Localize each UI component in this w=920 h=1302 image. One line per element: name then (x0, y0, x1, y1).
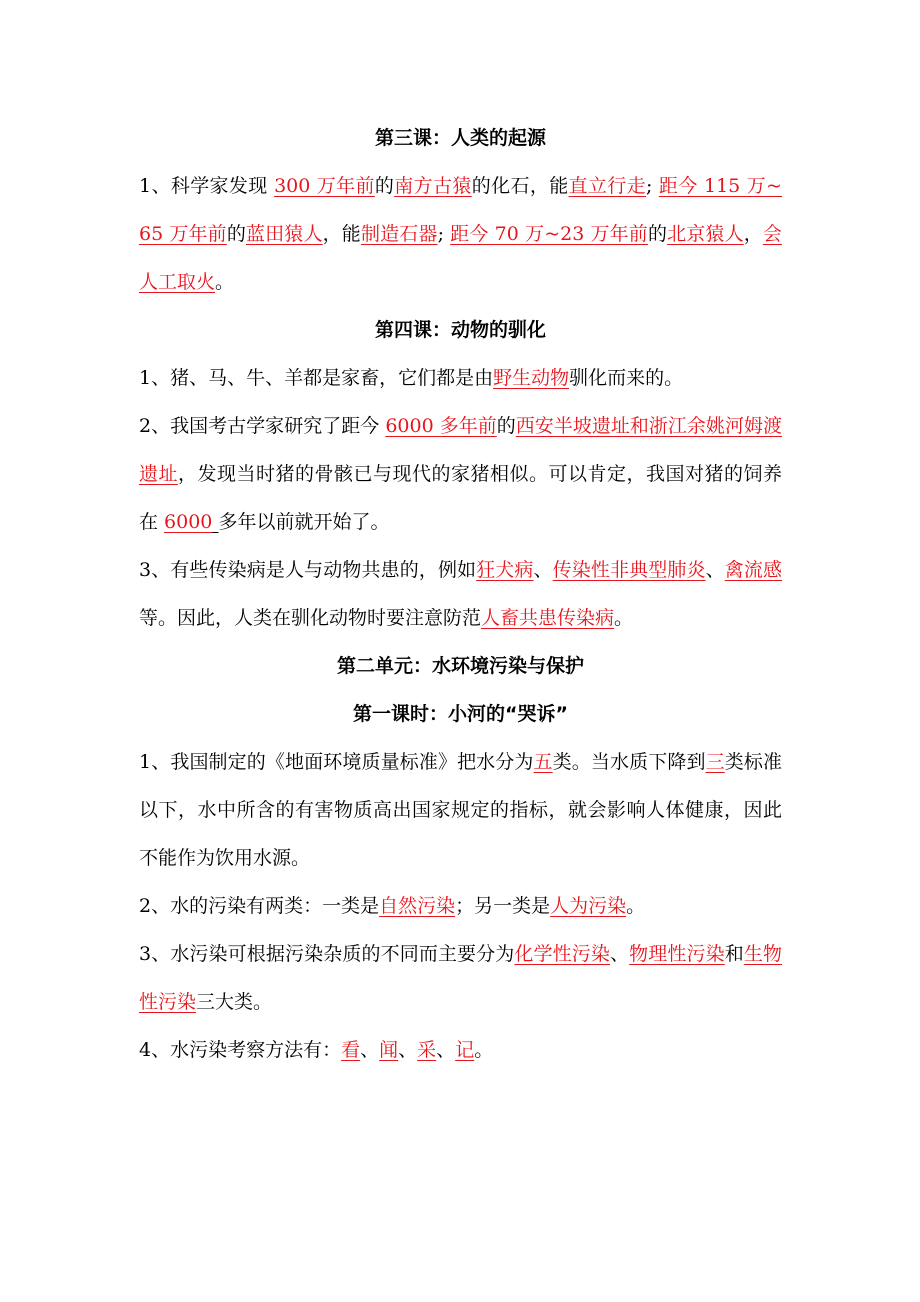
body-text: ， (743, 223, 763, 245)
body-text: 4、水污染考察方法有： (139, 1039, 342, 1061)
highlighted-answer: 传染性非典型肺炎 (552, 559, 706, 581)
highlighted-answer: 制造石器 (360, 223, 438, 245)
body-text: ，发现当时猪的骨骸已与现代的家猪相似。可以肯定，我国对猪的饲养在 (139, 463, 782, 533)
highlighted-answer: 会人工取火 (139, 223, 782, 293)
body-text: ; (646, 175, 659, 197)
body-text: 类。当水质下降到 (552, 751, 706, 773)
body-text: 3、有些传染病是人与动物共患的，例如 (139, 559, 477, 581)
highlighted-answer: 自然污染 (379, 895, 456, 917)
body-text: ，能 (322, 223, 361, 245)
list-item (139, 882, 782, 930)
highlighted-answer: 6000 (164, 511, 213, 533)
body-text: 1、我国制定的《地面环境质量标准》把水分为 (139, 751, 534, 773)
list-item (139, 930, 782, 1026)
body-text: ; (437, 223, 451, 245)
body-text: 1、科学家发现 (139, 175, 275, 197)
body-text: 3、水污染可根据污染杂质的不同而主要分为 (139, 943, 515, 965)
body-text: 类标准以下，水中所含的有害物质高出国家规定的指标，就会影响人体健康，因此不能作为饮用水源。 (139, 751, 782, 869)
body-text: 三大类。 (196, 991, 273, 1013)
highlighted-answer: 禽流感 (724, 559, 782, 581)
body-text: 的化石，能 (471, 175, 569, 197)
body-text: 。 (215, 271, 235, 293)
highlighted-answer: 化学性污染 (514, 943, 611, 965)
list-item (139, 162, 782, 306)
highlighted-answer: 南方古猿 (394, 175, 472, 197)
body-text: 的 (647, 223, 668, 245)
body-text: 、 (533, 559, 553, 581)
highlighted-answer: 距今 115 万~65 万年前 (139, 175, 782, 245)
body-text: 的 (226, 223, 246, 245)
document-content (139, 114, 782, 1074)
highlighted-answer: 看 (341, 1039, 361, 1061)
section-heading: 第三课：人类的起源 (374, 127, 546, 149)
body-text: 、 (610, 943, 630, 965)
list-item (139, 1026, 782, 1074)
highlighted-answer: 蓝田猿人 (246, 223, 323, 245)
list-item (139, 354, 782, 402)
highlighted-answer: 6000 多年前 (385, 415, 497, 437)
highlighted-answer: 记 (455, 1039, 475, 1061)
body-text: 多年以前就开始了。 (218, 511, 390, 533)
highlighted-answer: 狂犬病 (476, 559, 534, 581)
body-text: 、 (705, 559, 725, 581)
body-text: 的 (374, 175, 395, 197)
section-heading: 第四课：动物的驯化 (374, 319, 546, 341)
body-text: 、 (436, 1039, 456, 1061)
highlighted-answer: 采 (417, 1039, 437, 1061)
body-text: 、 (398, 1039, 418, 1061)
highlighted-answer: 300 万年前 (274, 175, 375, 197)
body-text: 1、猪、马、牛、羊都是家畜，它们都是由 (139, 367, 494, 389)
list-item (139, 738, 782, 882)
highlighted-answer: 人畜共患传染病 (481, 607, 615, 629)
highlighted-answer: 西安半坡遗址和浙江余姚河姆渡遗址 (139, 415, 782, 485)
list-item (139, 546, 782, 642)
highlighted-answer: 闻 (379, 1039, 399, 1061)
body-text: 等。因此，人类在驯化动物时要注意防范 (139, 607, 482, 629)
highlighted-answer: 野生动物 (493, 367, 570, 389)
body-text: 2、我国考古学家研究了距今 (139, 415, 386, 437)
highlighted-answer: 三 (705, 751, 725, 773)
body-text: 、 (360, 1039, 380, 1061)
list-item (139, 402, 782, 546)
highlighted-answer: 五 (533, 751, 553, 773)
body-text: 。 (626, 895, 646, 917)
highlighted-answer: 物理性污染 (629, 943, 725, 965)
section-heading: 第一课时：小河的“哭诉” (353, 703, 568, 725)
body-text: 驯化而来的。 (569, 367, 684, 389)
body-text: 。 (614, 607, 634, 629)
highlighted-answer: 直立行走 (568, 175, 647, 197)
highlighted-answer: 生物性污染 (139, 943, 782, 1013)
body-text: 和 (724, 943, 744, 965)
body-text: 2、水的污染有两类：一类是 (139, 895, 380, 917)
highlighted-answer: 北京猿人 (667, 223, 744, 245)
section-heading: 第二单元：水环境污染与保护 (336, 655, 584, 677)
body-text: 的 (496, 415, 516, 437)
body-text: 。 (474, 1039, 494, 1061)
body-text: ；另一类是 (455, 895, 551, 917)
highlighted-answer: 距今 70 万~23 万年前 (450, 223, 648, 245)
highlighted-answer: 人为污染 (550, 895, 627, 917)
